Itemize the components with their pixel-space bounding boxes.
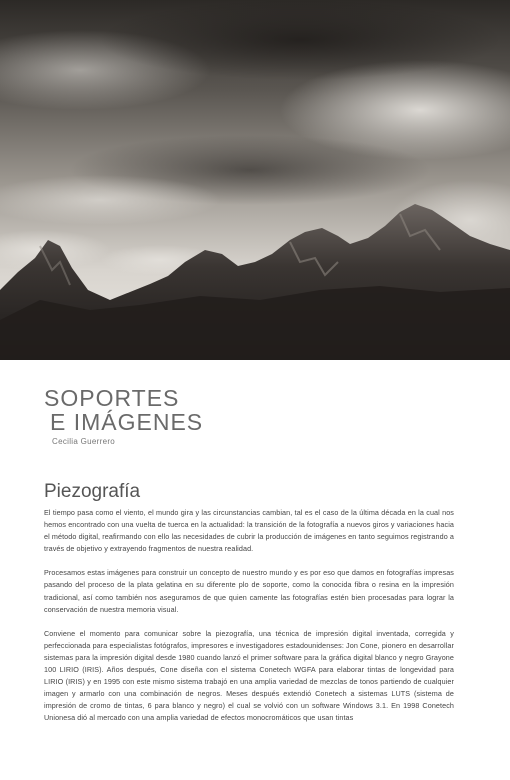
article-body	[44, 507, 454, 737]
section-heading: Piezografía	[44, 481, 141, 502]
article-title	[44, 386, 203, 434]
mountain-landscape-image	[0, 0, 510, 360]
paragraph: Conviene el momento para comunicar sobre la piezografía, una técnica de impresión digital inventada, corregida y perfeccionada para especialistas fotógrafos, impresores e investigadores estadounidenses: Jon Cone, pionero en desarrollar sistemas para la impresión digital desde 1980 cuando lanzó el primer software para la gráfica digital blanco y negro Grayone 100 LIRIO (IRIS). Años después, Cone diseña con el sistema Conetech WGFA para elaborar tintas de longevidad para LIRIO (IRIS) y en 1995 con este mismo sistema trabajó en una amplia variedad de mezclas de tonos partiendo de cualquier imagen y armarlo con una combinación de negros. Meses después extendió Conetech a sistemas LUTS (sistema de impresión de cromo de tintas, 6 para blanco y negro) el cual se volvió con un software Windows 3.1. En 1998 Conetech Unionesa dió al mercado con una amplia variedad de efectos monocromáticos que usan tintas	[44, 628, 454, 723]
paragraph: Procesamos estas imágenes para construir un concepto de nuestro mundo y es por eso que damos en fotografías impresas pasando del proceso de la plata gelatina en su diferente plo de soporte, como la conocida fibra o resina en la impresión tradicional, así como también nos aseguramos de que quien camente las fotografías estén bien procesadas para lograr la conservación de nuestra memoria visual.	[44, 568, 454, 614]
paragraph: El tiempo pasa como el viento, el mundo gira y las circunstancias cambian, tal es el caso de la última década en la cual nos hemos encontrado con una vuelta de tuerca en la actualidad: la transición de la fotografía a nuevos giros y variaciones hacia el método digital, reafirmando con ello las necesidades de cubrir la producción de imágenes en tanto seguimos registrando a través de objetivo y extrayendo fragmentos de nuestra realidad.	[44, 508, 454, 554]
hero-photo-mountains	[0, 0, 510, 360]
title-line-1: SOPORTES	[44, 385, 180, 411]
title-line-2: E IMÁGENES	[50, 409, 204, 435]
author-name: Cecilia Guerrero	[52, 437, 116, 446]
